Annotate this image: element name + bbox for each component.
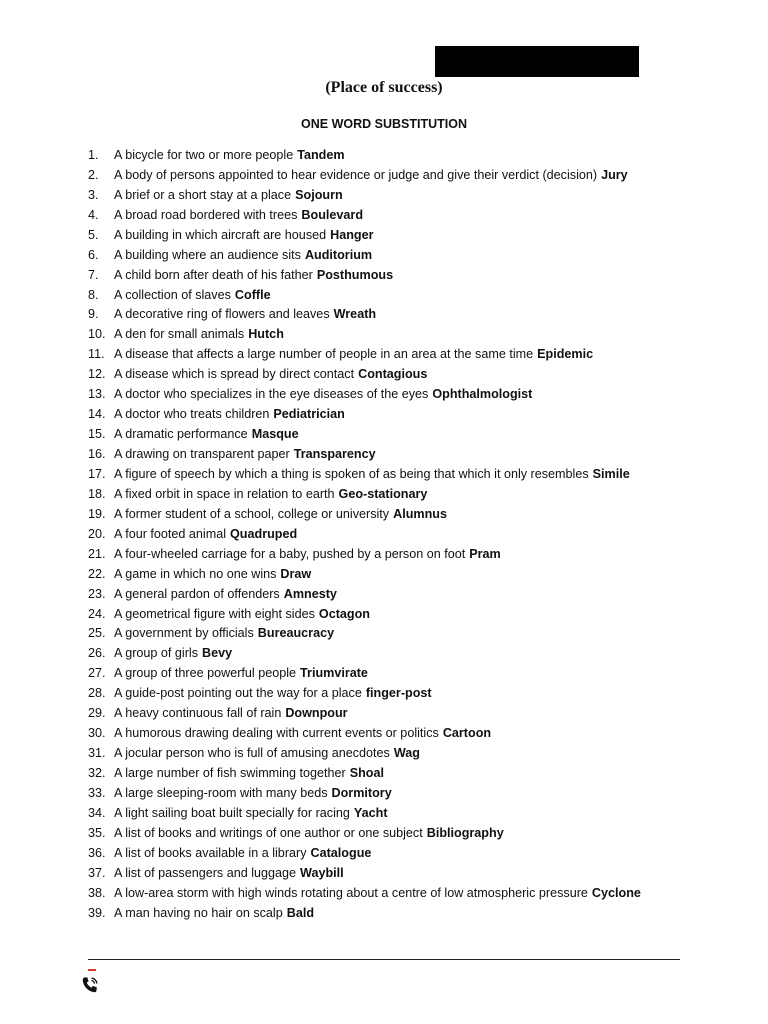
item-number: 29.	[88, 706, 106, 721]
item-answer-word: Contagious	[358, 367, 428, 382]
item-answer-word: Alumnus	[393, 506, 447, 521]
item-number: 21.	[88, 546, 106, 561]
item-number: 2.	[88, 167, 99, 182]
item-definition: A doctor who specializes in the eye diseases of the eyes	[114, 387, 429, 402]
item-answer-word: Epidemic	[537, 347, 594, 362]
item-definition: A bicycle for two or more people	[114, 147, 294, 162]
item-answer-word: Auditorium	[304, 247, 373, 262]
item-number: 15.	[88, 427, 106, 442]
item-definition: A light sailing boat built specially for racing	[114, 805, 350, 820]
item-number: 12.	[88, 367, 106, 382]
list-item	[88, 145, 728, 165]
item-definition: A group of girls	[114, 646, 199, 661]
item-number: 10.	[88, 327, 106, 342]
item-definition: A heavy continuous fall of rain	[114, 706, 282, 721]
item-definition: A geometrical figure with eight sides	[114, 606, 315, 621]
item-number: 1.	[88, 147, 99, 162]
item-answer-word: Sojourn	[295, 187, 343, 202]
item-definition: A government by officials	[114, 626, 254, 641]
list-item	[88, 285, 728, 305]
item-definition: A list of books available in a library	[114, 845, 307, 860]
item-number: 33.	[88, 785, 106, 800]
item-answer-word: Transparency	[293, 447, 376, 462]
item-answer-word: Dormitory	[331, 785, 392, 800]
item-definition: A doctor who treats children	[114, 407, 270, 422]
item-definition: A collection of slaves	[114, 287, 231, 302]
list-item	[88, 165, 728, 185]
list-item	[88, 863, 728, 883]
item-number: 17.	[88, 466, 106, 481]
list-item	[88, 763, 728, 783]
item-answer-word: Hutch	[248, 327, 284, 342]
footer-accent-mark	[88, 969, 96, 971]
item-answer-word: Draw	[280, 566, 312, 581]
item-number: 11.	[88, 347, 105, 362]
item-answer-word: Cyclone	[591, 885, 641, 900]
item-number: 35.	[88, 825, 106, 840]
item-answer-word: Simile	[592, 466, 630, 481]
item-number: 14.	[88, 407, 106, 422]
item-number: 16.	[88, 447, 106, 462]
item-answer-word: Quadruped	[230, 526, 298, 541]
phone-icon	[80, 975, 100, 995]
list-item	[88, 245, 728, 265]
item-answer-word: Coffle	[234, 287, 271, 302]
item-answer-word: Boulevard	[301, 207, 364, 222]
list-item	[88, 205, 728, 225]
item-number: 24.	[88, 606, 106, 621]
item-definition: A game in which no one wins	[114, 566, 277, 581]
item-number: 6.	[88, 247, 99, 262]
item-number: 5.	[88, 227, 99, 242]
list-item	[88, 324, 728, 344]
item-definition: A large number of fish swimming together	[114, 766, 346, 781]
item-answer-word: finger-post	[365, 686, 432, 701]
item-number: 32.	[88, 766, 106, 781]
item-number: 18.	[88, 486, 106, 501]
item-definition: A large sleeping-room with many beds	[114, 785, 328, 800]
item-definition: A guide-post pointing out the way for a place	[114, 686, 362, 701]
item-answer-word: Yacht	[353, 805, 388, 820]
list-item	[88, 305, 728, 325]
item-definition: A broad road bordered with trees	[114, 207, 298, 222]
item-number: 20.	[88, 526, 106, 541]
item-definition: A building in which aircraft are housed	[114, 227, 327, 242]
item-answer-word: Amnesty	[283, 586, 337, 601]
item-number: 22.	[88, 566, 106, 581]
item-definition: A body of persons appointed to hear evidence or judge and give their verdict (decision)	[114, 167, 598, 182]
item-number: 3.	[88, 187, 99, 202]
item-number: 27.	[88, 666, 106, 681]
item-answer-word: Downpour	[285, 706, 348, 721]
item-definition: A brief or a short stay at a place	[114, 187, 292, 202]
list-item	[88, 723, 728, 743]
item-answer-word: Ophthalmologist	[432, 387, 533, 402]
list-item	[88, 384, 728, 404]
list-item	[88, 883, 728, 903]
item-answer-word: Bald	[286, 905, 315, 920]
item-definition: A figure of speech by which a thing is spoken of as being that which it only resembles	[114, 466, 589, 481]
item-definition: A child born after death of his father	[114, 267, 313, 282]
list-item	[88, 843, 728, 863]
list-item	[88, 903, 728, 923]
item-definition: A drawing on transparent paper	[114, 447, 290, 462]
item-number: 4.	[88, 207, 99, 222]
list-item	[88, 783, 728, 803]
item-answer-word: Masque	[251, 427, 299, 442]
list-item	[88, 564, 728, 584]
item-definition: A jocular person who is full of amusing anecdotes	[114, 746, 390, 761]
list-item	[88, 803, 728, 823]
item-answer-word: Wag	[393, 746, 420, 761]
list-item	[88, 544, 728, 564]
list-item	[88, 743, 728, 763]
footer-divider	[88, 959, 680, 960]
item-number: 34.	[88, 805, 106, 820]
item-definition: A list of books and writings of one author or one subject	[114, 825, 423, 840]
list-item	[88, 464, 728, 484]
item-number: 30.	[88, 726, 106, 741]
item-number: 28.	[88, 686, 106, 701]
item-number: 39.	[88, 905, 106, 920]
list-item	[88, 484, 728, 504]
item-number: 23.	[88, 586, 106, 601]
item-number: 36.	[88, 845, 106, 860]
item-definition: A den for small animals	[114, 327, 245, 342]
item-answer-word: Wreath	[333, 307, 377, 322]
list-item	[88, 584, 728, 604]
item-number: 19.	[88, 506, 106, 521]
item-definition: A general pardon of offenders	[114, 586, 280, 601]
item-definition: A building where an audience sits	[114, 247, 301, 262]
item-answer-word: Cartoon	[442, 726, 492, 741]
list-item	[88, 424, 728, 444]
item-number: 7.	[88, 267, 99, 282]
item-definition: A disease which is spread by direct contact	[114, 367, 355, 382]
item-definition: A four footed animal	[114, 526, 227, 541]
item-answer-word: Geo-stationary	[338, 486, 428, 501]
list-item	[88, 524, 728, 544]
list-item	[88, 225, 728, 245]
list-item	[88, 703, 728, 723]
list-item	[88, 504, 728, 524]
item-answer-word: Tandem	[297, 147, 345, 162]
item-definition: A low-area storm with high winds rotating about a centre of low atmospheric pressure	[114, 885, 588, 900]
item-number: 26.	[88, 646, 106, 661]
item-answer-word: Jury	[601, 167, 628, 182]
item-definition: A man having no hair on scalp	[114, 905, 283, 920]
item-answer-word: Octagon	[318, 606, 370, 621]
item-definition: A four-wheeled carriage for a baby, pushed by a person on foot	[114, 546, 466, 561]
item-answer-word: Posthumous	[316, 267, 394, 282]
list-item	[88, 643, 728, 663]
item-definition: A group of three powerful people	[114, 666, 297, 681]
list-item	[88, 404, 728, 424]
item-definition: A dramatic performance	[114, 427, 248, 442]
list-item	[88, 823, 728, 843]
item-answer-word: Bureaucracy	[257, 626, 335, 641]
word-list	[88, 145, 728, 923]
item-number: 8.	[88, 287, 99, 302]
item-number: 31.	[88, 746, 106, 761]
item-definition: A decorative ring of flowers and leaves	[114, 307, 330, 322]
item-number: 25.	[88, 626, 106, 641]
section-title: ONE WORD SUBSTITUTION	[301, 117, 467, 131]
item-definition: A disease that affects a large number of people in an area at the same time	[114, 347, 534, 362]
list-item	[88, 624, 728, 644]
page-title: (Place of success)	[325, 79, 443, 96]
list-item	[88, 265, 728, 285]
item-answer-word: Pram	[469, 546, 501, 561]
item-number: 9.	[88, 307, 99, 322]
redaction-box	[435, 46, 639, 77]
list-item	[88, 444, 728, 464]
item-number: 37.	[88, 865, 106, 880]
item-answer-word: Hanger	[330, 227, 374, 242]
list-item	[88, 185, 728, 205]
item-definition: A list of passengers and luggage	[114, 865, 297, 880]
list-item	[88, 344, 728, 364]
item-definition: A humorous drawing dealing with current events or politics	[114, 726, 439, 741]
list-item	[88, 604, 728, 624]
item-answer-word: Triumvirate	[300, 666, 368, 681]
item-answer-word: Bevy	[202, 646, 233, 661]
list-item	[88, 364, 728, 384]
item-number: 13.	[88, 387, 106, 402]
item-answer-word: Waybill	[300, 865, 344, 880]
list-item	[88, 663, 728, 683]
item-number: 38.	[88, 885, 106, 900]
item-answer-word: Pediatrician	[273, 407, 345, 422]
list-item	[88, 683, 728, 703]
item-definition: A former student of a school, college or university	[114, 506, 390, 521]
item-answer-word: Bibliography	[426, 825, 504, 840]
item-answer-word: Catalogue	[310, 845, 372, 860]
item-definition: A fixed orbit in space in relation to earth	[114, 486, 335, 501]
item-answer-word: Shoal	[349, 766, 384, 781]
